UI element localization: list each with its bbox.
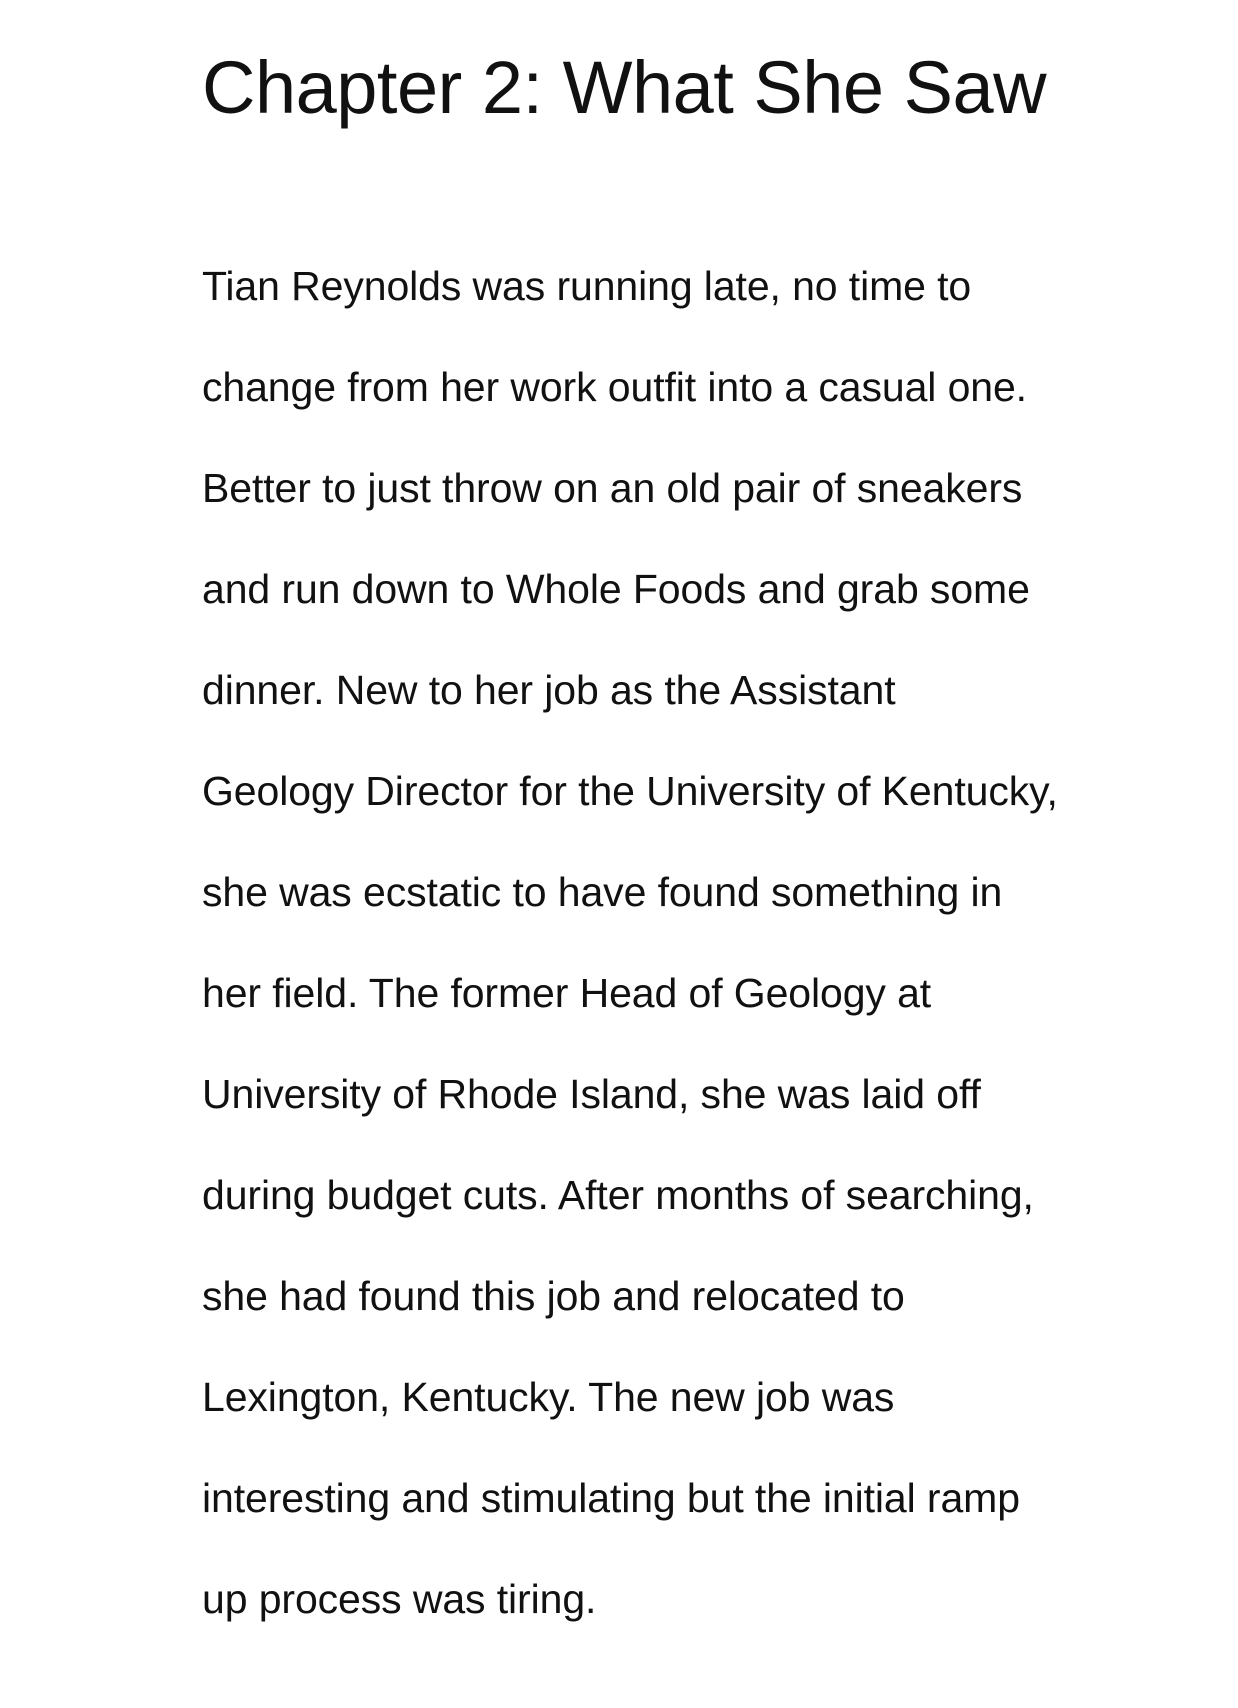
text-line: she had found this job and relocated to [202,1273,905,1319]
text-line: her field. The former Head of Geology at [202,970,932,1016]
text-line: dinner. New to her job as the Assistant [202,667,896,713]
text-line: interesting and stimulating but the initial ramp [202,1475,1020,1521]
text-line: Lexington, Kentucky. The new job was [202,1374,895,1420]
text-line: Tian Reynolds was running late, no time to [202,263,972,309]
text-line: Geology Director for the University of Kentucky, [202,768,1058,814]
text-line: change from her work outfit into a casual one. [202,364,1027,410]
text-line: University of Rhode Island, she was laid off [202,1071,981,1117]
text-line: and run down to Whole Foods and grab some [202,566,1030,612]
text-line: Better to just throw on an old pair of sneakers [202,465,1023,511]
chapter-title: Chapter 2: What She Saw [202,46,1047,129]
text-line: up process was tiring. [202,1576,597,1622]
text-line: during budget cuts. After months of searching, [202,1172,1034,1218]
text-line: she was ecstatic to have found something in [202,869,1003,915]
